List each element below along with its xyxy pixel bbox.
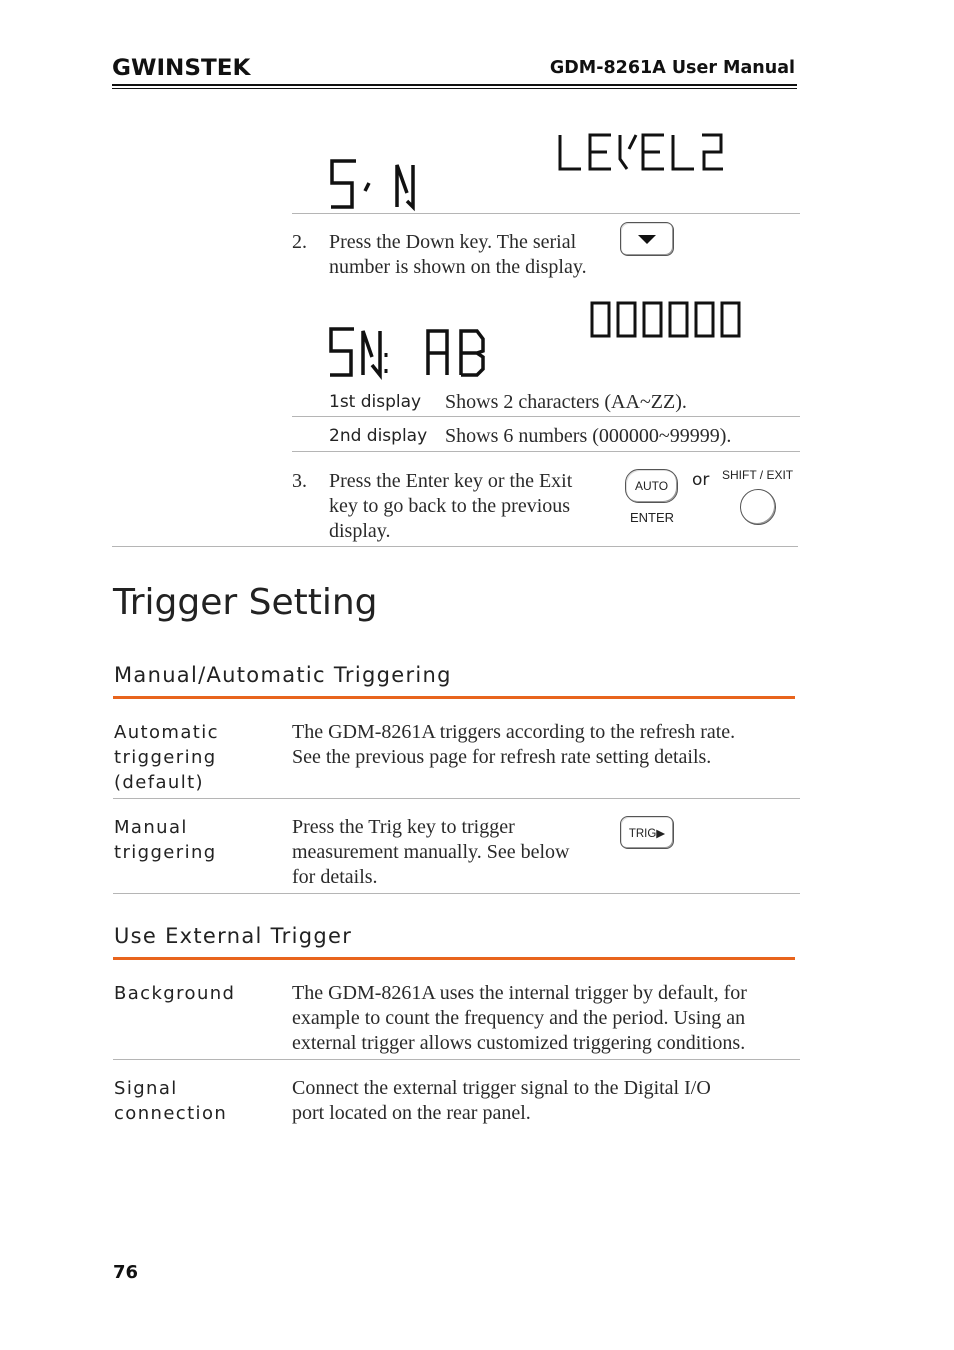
down-arrow-icon	[621, 223, 673, 255]
divider	[113, 798, 800, 799]
step-number: 2.	[292, 231, 307, 253]
divider	[292, 451, 800, 452]
document-title: GDM-8261A User Manual	[549, 58, 795, 78]
table-cell-text: Shows 6 numbers (000000~99999).	[445, 425, 732, 447]
step2-text-line2: number is shown on the display.	[329, 256, 587, 278]
divider	[113, 1059, 800, 1060]
trig-key-button[interactable]	[620, 816, 674, 849]
enter-key-label: AUTO	[634, 479, 669, 493]
row-label: Manual triggering	[114, 817, 217, 863]
trig-key-label: TRIG▶	[628, 827, 666, 840]
down-key-button[interactable]	[620, 222, 674, 256]
exit-key-caption: SHIFT / EXIT	[722, 468, 794, 482]
or-text: or	[692, 470, 710, 490]
exit-key-button[interactable]	[740, 489, 776, 525]
section-title: Trigger Setting	[113, 582, 378, 623]
step3-text-line2: key to go back to the previous	[329, 495, 571, 517]
page-number: 76	[113, 1262, 139, 1283]
divider	[113, 893, 800, 894]
table-cell-label: 1st display	[329, 392, 422, 412]
table-cell-text: Shows 2 characters (AA~ZZ).	[445, 391, 687, 413]
row-description: The GDM-8261A triggers according to the refresh rate. See the previous page for refresh rate setting details.	[292, 721, 736, 768]
lcd-display-serial-level	[325, 125, 725, 215]
header-rule	[112, 84, 797, 86]
row-label: Automatic triggering (default)	[114, 722, 219, 793]
row-description: Connect the external trigger signal to the Digital I/O port located on the rear panel.	[292, 1077, 711, 1124]
row-label: Background	[114, 983, 236, 1004]
divider	[112, 546, 798, 547]
lcd-second-display	[560, 135, 723, 169]
divider	[292, 213, 800, 214]
subsection-heading: Use External Trigger	[114, 924, 353, 948]
row-description: Press the Trig key to trigger measurement manually. See below for details.	[292, 816, 570, 888]
step-number: 3.	[292, 470, 307, 492]
row-description: The GDM-8261A uses the internal trigger by default, for example to count the frequency and the period. Using an external trigger allows customized triggering conditions.	[292, 982, 747, 1054]
divider	[292, 416, 800, 417]
lcd-display-serial-number	[325, 295, 755, 385]
lcd-second-display	[592, 303, 739, 336]
table-cell-label: 2nd display	[329, 426, 428, 446]
enter-key-caption: ENTER	[630, 510, 675, 525]
header-rule-thin	[112, 88, 797, 89]
enter-key-button[interactable]	[625, 469, 678, 503]
row-label: Signal connection	[114, 1078, 228, 1124]
brand-logo: GWINSTEK	[112, 56, 251, 81]
heading-underline	[113, 696, 795, 699]
step3-text-line3: display.	[329, 520, 391, 542]
step3-text-line1: Press the Enter key or the Exit	[329, 470, 573, 492]
lcd-first-display	[330, 329, 483, 375]
lcd-first-display	[331, 161, 413, 207]
step2-text-line1: Press the Down key. The serial	[329, 231, 577, 253]
heading-underline	[113, 957, 795, 960]
subsection-heading: Manual/Automatic Triggering	[114, 663, 452, 687]
